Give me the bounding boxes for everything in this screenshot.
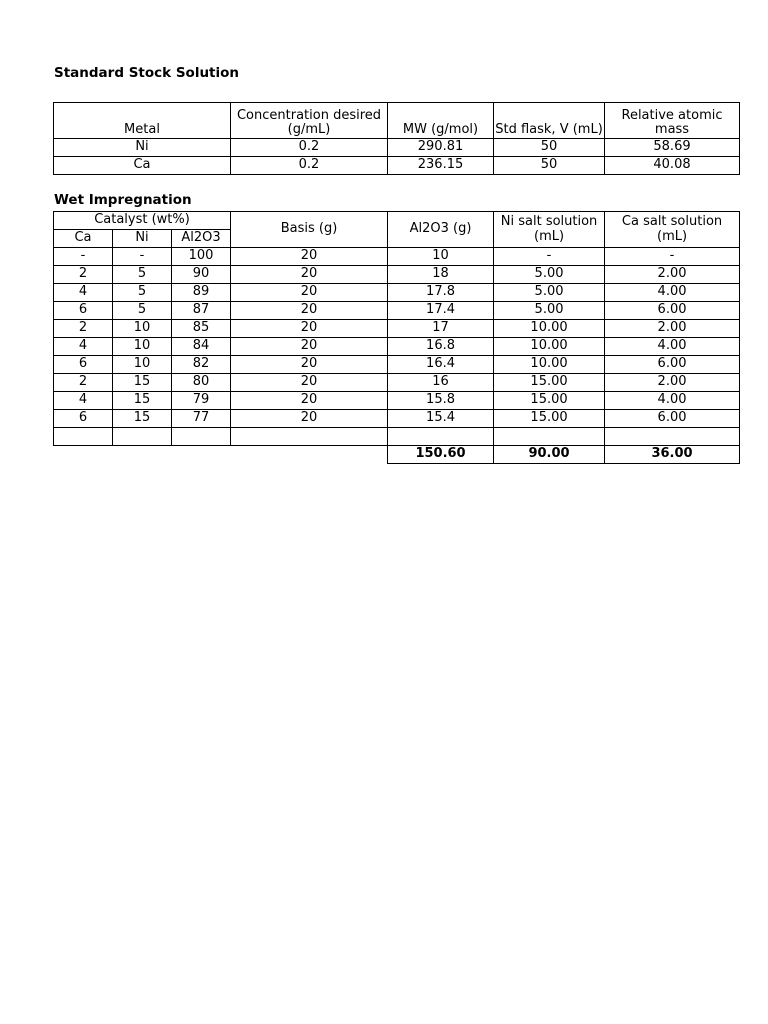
cell-ni-salt: 5.00 (494, 284, 605, 302)
cell-ni: - (113, 248, 172, 266)
cell-ca-salt (605, 428, 740, 446)
table-row (54, 302, 740, 320)
header-atomic-mass: Relative atomic mass (605, 103, 740, 139)
cell-al2o3-wt: 82 (172, 356, 231, 374)
cell-ca-salt: 4.00 (605, 338, 740, 356)
cell-ca-salt: 2.00 (605, 266, 740, 284)
cell-ca: 2 (54, 374, 113, 392)
cell-al2o3-wt: 80 (172, 374, 231, 392)
cell-ca: 2 (54, 266, 113, 284)
cell-ni-salt: - (494, 248, 605, 266)
wet-impregnation-title: Wet Impregnation (54, 192, 192, 208)
table-row (54, 157, 740, 175)
table-row (54, 356, 740, 374)
cell-ni-salt: 15.00 (494, 374, 605, 392)
cell-ca: 6 (54, 302, 113, 320)
cell-ni-salt (494, 428, 605, 446)
cell-ni-salt: 10.00 (494, 356, 605, 374)
cell-al2o3-g: 10 (388, 248, 494, 266)
total-ca-salt: 36.00 (605, 446, 740, 464)
total-al2o3: 150.60 (388, 446, 494, 464)
cell-ni-salt: 10.00 (494, 320, 605, 338)
cell-al2o3-wt: 84 (172, 338, 231, 356)
cell-ca-salt: 6.00 (605, 410, 740, 428)
cell-al2o3-g (388, 428, 494, 446)
cell-mw: 236.15 (388, 157, 494, 175)
wet-impregnation-table (53, 211, 740, 464)
cell-al2o3-g: 15.8 (388, 392, 494, 410)
subheader-al2o3: Al2O3 (172, 230, 231, 248)
total-ni-salt: 90.00 (494, 446, 605, 464)
stock-solution-title: Standard Stock Solution (54, 65, 240, 81)
header-catalyst: Catalyst (wt%) (54, 212, 231, 230)
cell-ni: 15 (113, 374, 172, 392)
cell-atomic-mass: 40.08 (605, 157, 740, 175)
cell-basis (231, 428, 388, 446)
table-row (54, 374, 740, 392)
cell-al2o3-g: 16.4 (388, 356, 494, 374)
cell-flask: 50 (494, 139, 605, 157)
cell-ca: 2 (54, 320, 113, 338)
cell-al2o3-wt: 90 (172, 266, 231, 284)
cell-ni (113, 428, 172, 446)
cell-ca-salt: 4.00 (605, 284, 740, 302)
cell-ca: 4 (54, 284, 113, 302)
cell-basis: 20 (231, 284, 388, 302)
cell-basis: 20 (231, 374, 388, 392)
cell-al2o3-wt: 79 (172, 392, 231, 410)
header-ni-salt: Ni salt solution (mL) (494, 212, 605, 248)
cell-concentration: 0.2 (231, 139, 388, 157)
cell-ca: 6 (54, 410, 113, 428)
wet-header-row (54, 212, 740, 230)
header-basis: Basis (g) (231, 212, 388, 248)
cell-ni: 10 (113, 338, 172, 356)
cell-ni-salt: 15.00 (494, 392, 605, 410)
header-mw: MW (g/mol) (388, 103, 494, 139)
wet-table-body (54, 248, 740, 446)
cell-ni: 5 (113, 302, 172, 320)
cell-ni-salt: 5.00 (494, 302, 605, 320)
cell-ni: 10 (113, 356, 172, 374)
cell-al2o3-g: 16 (388, 374, 494, 392)
table-row (54, 248, 740, 266)
cell-atomic-mass: 58.69 (605, 139, 740, 157)
subheader-ca: Ca (54, 230, 113, 248)
table-row (54, 139, 740, 157)
cell-al2o3-g: 17.4 (388, 302, 494, 320)
totals-row (54, 446, 740, 464)
table-row (54, 320, 740, 338)
cell-al2o3-g: 15.4 (388, 410, 494, 428)
cell-basis: 20 (231, 320, 388, 338)
cell-ni: 15 (113, 410, 172, 428)
cell-ni: 10 (113, 320, 172, 338)
cell-ca: - (54, 248, 113, 266)
cell-al2o3-g: 18 (388, 266, 494, 284)
cell-ca-salt: 2.00 (605, 320, 740, 338)
cell-basis: 20 (231, 392, 388, 410)
cell-ni-salt: 15.00 (494, 410, 605, 428)
cell-ca-salt: 6.00 (605, 356, 740, 374)
cell-basis: 20 (231, 410, 388, 428)
header-concentration: Concentration desired (g/mL) (231, 103, 388, 139)
cell-basis: 20 (231, 302, 388, 320)
table-row (54, 410, 740, 428)
cell-al2o3-wt: 77 (172, 410, 231, 428)
cell-al2o3-wt: 100 (172, 248, 231, 266)
cell-al2o3-g: 17 (388, 320, 494, 338)
table-row (54, 392, 740, 410)
header-al2o3: Al2O3 (g) (388, 212, 494, 248)
cell-al2o3-g: 17.8 (388, 284, 494, 302)
table-row (54, 428, 740, 446)
header-metal: Metal (54, 103, 231, 139)
cell-ni-salt: 5.00 (494, 266, 605, 284)
stock-header-row (54, 103, 740, 139)
cell-ca-salt: 4.00 (605, 392, 740, 410)
cell-ni: 5 (113, 266, 172, 284)
cell-ca: 6 (54, 356, 113, 374)
cell-metal: Ni (54, 139, 231, 157)
cell-basis: 20 (231, 266, 388, 284)
cell-basis: 20 (231, 356, 388, 374)
cell-metal: Ca (54, 157, 231, 175)
table-row (54, 266, 740, 284)
cell-ca-salt: - (605, 248, 740, 266)
subheader-ni: Ni (113, 230, 172, 248)
cell-ni-salt: 10.00 (494, 338, 605, 356)
cell-concentration: 0.2 (231, 157, 388, 175)
cell-ca-salt: 6.00 (605, 302, 740, 320)
cell-ca (54, 428, 113, 446)
cell-al2o3-wt: 85 (172, 320, 231, 338)
cell-ni: 5 (113, 284, 172, 302)
cell-mw: 290.81 (388, 139, 494, 157)
table-row (54, 284, 740, 302)
cell-basis: 20 (231, 248, 388, 266)
cell-al2o3-wt (172, 428, 231, 446)
cell-flask: 50 (494, 157, 605, 175)
header-ca-salt: Ca salt solution (mL) (605, 212, 740, 248)
cell-al2o3-g: 16.8 (388, 338, 494, 356)
header-std-flask: Std flask, V (mL) (494, 103, 605, 139)
cell-ca: 4 (54, 392, 113, 410)
table-row (54, 338, 740, 356)
cell-ni: 15 (113, 392, 172, 410)
cell-ca: 4 (54, 338, 113, 356)
stock-solution-table (53, 102, 740, 175)
cell-al2o3-wt: 87 (172, 302, 231, 320)
cell-basis: 20 (231, 338, 388, 356)
cell-ca-salt: 2.00 (605, 374, 740, 392)
cell-al2o3-wt: 89 (172, 284, 231, 302)
